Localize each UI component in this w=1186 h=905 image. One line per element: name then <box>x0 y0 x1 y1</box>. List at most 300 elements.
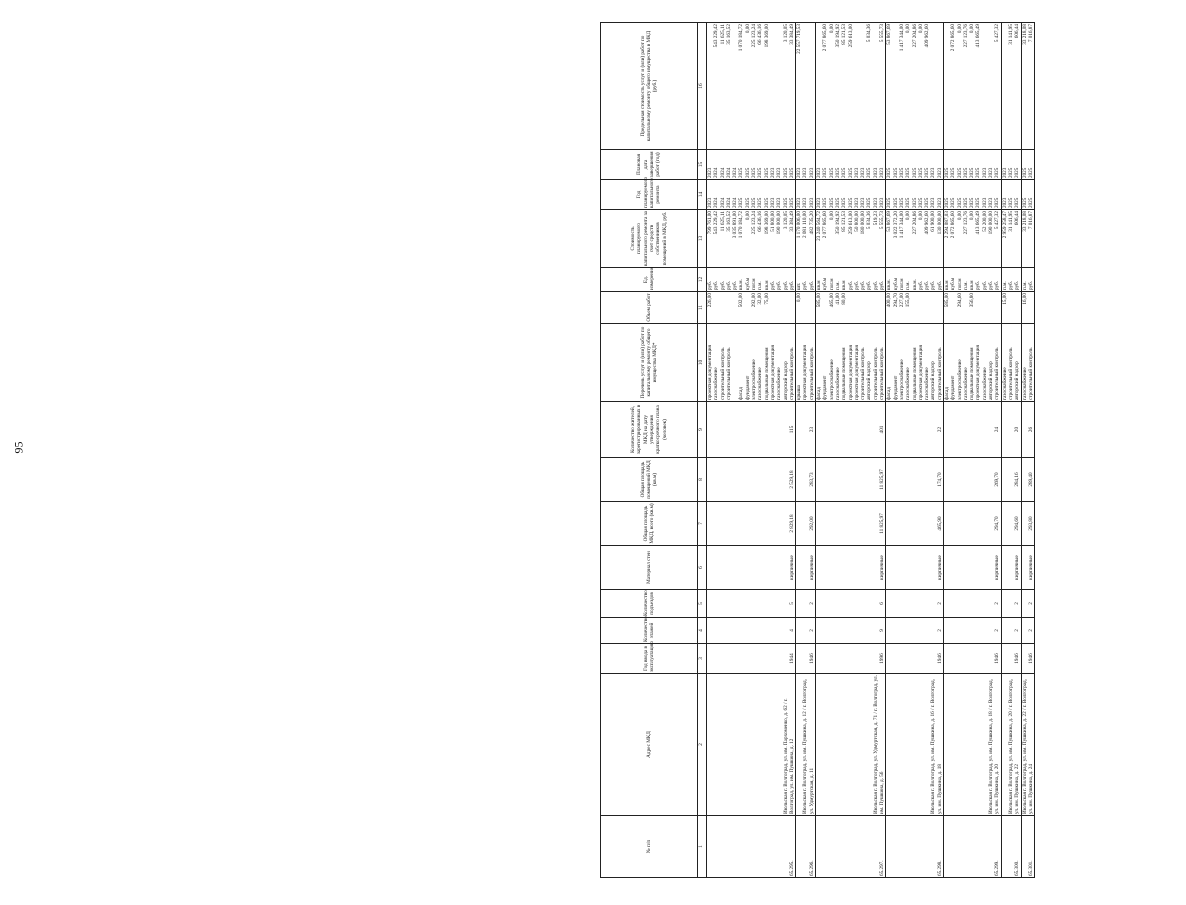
cell-line: 0,00 <box>828 211 835 221</box>
cell-address: Июльская г. Волгоград, ул. им. Пушкина, д. 18 / г. Волгоград, ул. им. Пушкина, д. 20 <box>943 674 1001 816</box>
column-header: Количество этажей <box>601 618 698 644</box>
cell-line: 5 555,73 <box>879 24 886 43</box>
cell-line: кв.м <box>943 280 950 290</box>
cell-limit <box>943 23 1001 150</box>
column-header: Объем работ <box>601 292 698 324</box>
cell-line: строительный контроль <box>1027 347 1034 400</box>
cell-line: 2023 <box>808 167 815 178</box>
cell-line: руб. <box>1007 281 1014 290</box>
cell-line: 2023 <box>769 167 776 178</box>
cell-line: электроснабжение <box>898 359 905 400</box>
capital-repair-table <box>600 22 1035 878</box>
cell-line: 2025 <box>1027 197 1034 208</box>
cell-line: 2023 <box>802 167 809 178</box>
column-header: Предельная стоимость услуг и (или) работ по капитальному ремонту общего имущества в МКД (руб.) <box>601 23 698 150</box>
cell-floors: 2 <box>886 618 944 644</box>
cell-line: 2025 <box>1014 167 1021 178</box>
cell-year: 1944 <box>707 644 796 674</box>
cell-line: 2025 <box>763 197 770 208</box>
cell-line <box>809 24 815 148</box>
column-header: Материал стен <box>601 546 698 590</box>
cell-line: авторский надзор <box>782 361 789 400</box>
cell-line: проектная документация <box>847 345 854 400</box>
cell-line: 2025 <box>763 167 770 178</box>
cell-line: 2025 <box>898 167 905 178</box>
cell-walls: кирпичные <box>1021 546 1035 590</box>
cell-line: 2025 <box>782 167 789 178</box>
column-number: 2 <box>698 674 707 816</box>
cell-line: 35 163,52 <box>725 211 732 232</box>
cell-line: руб. <box>769 281 776 290</box>
column-number-row <box>698 23 707 878</box>
cell-line: п.м. <box>962 281 969 290</box>
cell-line: газоснабжение <box>834 367 841 400</box>
cell-line: 2025 <box>994 197 1001 208</box>
cell-works <box>796 324 816 402</box>
cell-volume <box>1001 292 1021 324</box>
cell-line: 2023 <box>796 167 803 178</box>
cell-line: 35 163,52 <box>725 24 732 45</box>
cell-line: 2 072 865,60 <box>950 211 957 239</box>
cell-line: 2025 <box>911 197 918 208</box>
cell-line: 2025 <box>751 197 758 208</box>
cell-rooms-area: 11 825,97 <box>816 458 886 502</box>
column-header: Количество жителей, зарегистрированных в МКД на дату утверждения краткосрочного плана (человек) <box>601 402 698 458</box>
cell-line: 2025 <box>994 167 1001 178</box>
column-header: Ед. измерения <box>601 268 698 292</box>
header-row <box>601 23 698 878</box>
cell-line <box>879 293 885 322</box>
column-number: 10 <box>698 324 707 402</box>
cell-year: 1996 <box>816 644 886 674</box>
cell-line: 2023 <box>707 167 713 178</box>
cell-plan-year <box>943 180 1001 210</box>
table-row <box>796 23 816 878</box>
cell-line: 33 384,49 <box>788 211 795 232</box>
cell-address: Июльская г. Волгоград, ул. им. Пархоменко, д. 62 / г. Волгоград, ул. им. Пушкина, д. 12 <box>707 674 796 816</box>
cell-line: п.м. <box>757 281 764 290</box>
table-row <box>1001 23 1021 878</box>
cell-line: 2025 <box>917 197 924 208</box>
cell-walls: кирпичные <box>816 546 886 590</box>
cell-line: 2025 <box>847 167 854 178</box>
cell-line: 7 016,87 <box>1027 211 1034 230</box>
cell-line: пог.м <box>751 278 758 290</box>
cell-no: 65.300. <box>1001 816 1021 878</box>
cell-line: 409 962,60 <box>924 211 931 235</box>
cell-line: 2023 <box>769 197 776 208</box>
cell-entrances: 2 <box>796 590 816 618</box>
cell-line: крыша <box>796 385 803 400</box>
cell-line: 2023 <box>988 167 995 178</box>
cell-line: 2025 <box>738 167 745 178</box>
cell-line: 1 070 184,72 <box>738 24 745 52</box>
cell-line: фасад <box>816 387 823 400</box>
cell-units <box>816 268 886 292</box>
cell-line: 2023 <box>707 197 713 208</box>
cell-line: 0,00 <box>796 293 803 303</box>
cell-line: 2025 <box>956 167 963 178</box>
cell-line: 5 427,32 <box>994 24 1001 43</box>
cell-line: фундамент <box>822 375 829 400</box>
cell-end-year <box>816 150 886 180</box>
cell-total-area: 11 825,97 <box>816 502 886 546</box>
cell-line: 0,00 <box>828 24 835 34</box>
cell-rooms-area: 284,16 <box>1001 458 1021 502</box>
cell-line: фундамент <box>950 375 957 400</box>
cell-units <box>943 268 1001 292</box>
cell-line: 2 081 110,00 <box>802 211 809 239</box>
cell-line <box>809 293 815 322</box>
cell-line: руб. <box>788 281 795 290</box>
cell-line: руб. <box>782 281 789 290</box>
cell-cost <box>796 210 816 268</box>
cell-line: пог.м <box>956 278 963 290</box>
cell-line: 31 141,95 <box>1007 211 1014 232</box>
cell-line: 2023 <box>879 197 886 208</box>
cell-line: 2025 <box>782 197 789 208</box>
cell-no: 65.296. <box>796 816 816 878</box>
cell-entrances: 2 <box>943 590 1001 618</box>
cell-line: куб.м <box>950 277 957 290</box>
cell-line: газоснабжение <box>1001 367 1008 400</box>
cell-line: 2025 <box>822 197 829 208</box>
cell-line: 2023 <box>860 167 867 178</box>
cell-line: 2025 <box>788 197 795 208</box>
cell-year: 1946 <box>1001 644 1021 674</box>
cell-line: 22 557 719,53 <box>796 24 803 54</box>
column-number: 14 <box>698 180 707 210</box>
column-number: 7 <box>698 502 707 546</box>
cell-residents: 26 <box>1021 402 1035 458</box>
cell-line: 292,00 <box>751 293 758 308</box>
cell-line: руб. <box>1014 281 1021 290</box>
cell-line: 2025 <box>917 167 924 178</box>
cell-walls: кирпичные <box>1001 546 1021 590</box>
cell-walls: кирпичные <box>796 546 816 590</box>
cell-line: куб.м <box>822 277 829 290</box>
table-body <box>707 23 1035 878</box>
cell-line: газоснабжение <box>757 367 764 400</box>
cell-line: 350 194,92 <box>834 211 841 235</box>
cell-line: 227 123,76 <box>962 211 969 235</box>
cell-line: 2023 <box>796 197 803 208</box>
cell-units <box>707 268 796 292</box>
cell-line: 2023 <box>1001 197 1008 208</box>
cell-line: 465,00 <box>828 293 835 308</box>
cell-line: 2025 <box>841 197 848 208</box>
cell-line: 2025 <box>950 197 957 208</box>
cell-floors: 9 <box>816 618 886 644</box>
cell-line: 543 229,42 <box>713 211 720 235</box>
cell-line: 2025 <box>1007 167 1014 178</box>
cell-line: 85 121,53 <box>841 24 848 45</box>
cell-line: 2025 <box>975 167 982 178</box>
cell-line: 3 120,05 <box>782 211 789 230</box>
cell-plan-year <box>1001 180 1021 210</box>
cell-line: 0,00 <box>905 211 912 221</box>
cell-line: 2025 <box>751 167 758 178</box>
cell-line: 226,00 <box>707 293 713 308</box>
cell-line: 606,44 <box>1014 211 1021 226</box>
cell-line: 227 204,86 <box>911 24 918 48</box>
cell-line: электроснабжение <box>956 359 963 400</box>
cell-line: 2023 <box>930 197 937 208</box>
column-header: Количество подъездов <box>601 590 698 618</box>
cell-line: 2023 <box>930 167 937 178</box>
cell-no: 65.301. <box>1021 816 1035 878</box>
column-header: Стоимость планируемого капитального ремонта за счет средств собственников помещений в МКД, руб. <box>601 210 698 268</box>
cell-line: 2025 <box>898 197 905 208</box>
column-number: 1 <box>698 816 707 878</box>
cell-end-year <box>1001 150 1021 180</box>
cell-line: 198 369,00 <box>763 211 770 235</box>
cell-line: 11 625,11 <box>719 211 726 232</box>
cell-line: руб. <box>917 281 924 290</box>
cell-line: 2025 <box>866 197 873 208</box>
cell-line: 543 229,42 <box>713 24 720 48</box>
cell-line: руб. <box>725 281 732 290</box>
cell-plan-year <box>796 180 816 210</box>
cell-line: 2025 <box>1027 167 1034 178</box>
cell-address: Июльская г. Волгоград, ул. Удмуртская, д. 71 / г. Волгоград, ул. им. Пушкина, д. 56 <box>816 674 886 816</box>
cell-line: 259 613,00 <box>847 211 854 235</box>
column-number: 6 <box>698 546 707 590</box>
cell-total-area: 292,00 <box>796 502 816 546</box>
cell-line: 2023 <box>853 167 860 178</box>
cell-line: газоснабжение <box>905 367 912 400</box>
cell-residents: 23 <box>796 402 816 458</box>
cell-entrances: 5 <box>707 590 796 618</box>
cell-plan-year <box>707 180 796 210</box>
cell-units <box>1021 268 1035 292</box>
cell-residents: 20 <box>1001 402 1021 458</box>
cell-line: 294,60 <box>956 293 963 308</box>
cell-line: 5 034,36 <box>866 211 873 230</box>
cell-line: 33 218,08 <box>1021 211 1028 232</box>
cell-line: 2 077 865,60 <box>822 24 829 52</box>
column-header: Адрес МКД <box>601 674 698 816</box>
cell-line: 2025 <box>847 197 854 208</box>
cell-line <box>937 24 943 148</box>
cell-total-area: 293,80 <box>1021 502 1035 546</box>
cell-line: 2023 <box>860 197 867 208</box>
cell-line: фасад <box>886 387 893 400</box>
cell-line: руб. <box>872 281 879 290</box>
cell-line: 350 194,92 <box>834 24 841 48</box>
cell-line: строительный контроль <box>860 347 867 400</box>
cell-line: проектная документация <box>769 345 776 400</box>
cell-year: 1946 <box>1021 644 1035 674</box>
cell-line: 1 417 344,00 <box>898 211 905 239</box>
cell-line: п.м. <box>905 281 912 290</box>
cell-entrances: 2 <box>1021 590 1035 618</box>
cell-line: фасад <box>943 387 950 400</box>
cell-line: 80,00 <box>841 293 848 305</box>
cell-end-year <box>796 150 816 180</box>
cell-line: 1 417 344,00 <box>898 24 905 52</box>
cell-line: 2025 <box>757 167 764 178</box>
cell-limit <box>816 23 886 150</box>
cell-line: руб. <box>994 281 1001 290</box>
cell-line: 51 800,00 <box>769 211 776 232</box>
cell-line: 2023 <box>802 197 809 208</box>
cell-line: пог.м <box>828 278 835 290</box>
column-number: 9 <box>698 402 707 458</box>
cell-line: 2024 <box>719 197 726 208</box>
cell-line: 2025 <box>886 167 893 178</box>
cell-line: кв.м. <box>911 279 918 290</box>
cell-cost <box>886 210 944 268</box>
cell-entrances: 6 <box>816 590 886 618</box>
cell-line: 2024 <box>719 167 726 178</box>
cell-line: 2025 <box>822 167 829 178</box>
column-number: 15 <box>698 150 707 180</box>
cell-limit <box>886 23 944 150</box>
cell-line: 155,00 <box>905 293 912 308</box>
column-number: 13 <box>698 210 707 268</box>
cell-line: руб. <box>975 281 982 290</box>
cell-line: подвальные помещения <box>969 347 976 400</box>
cell-line: 606,44 <box>1014 24 1021 39</box>
cell-line: 2023 <box>936 197 943 208</box>
cell-line: 585,00 <box>943 293 950 308</box>
cell-line: авторский надзор <box>988 361 995 400</box>
cell-line: 15,00 <box>1001 293 1008 305</box>
cell-line: 5 034,36 <box>866 24 873 43</box>
cell-volume <box>943 292 1001 324</box>
cell-line: 190 000,00 <box>776 211 783 235</box>
cell-line: 2025 <box>969 167 976 178</box>
cell-line: 2025 <box>744 167 751 178</box>
cell-line: 33 218,08 <box>1021 24 1028 45</box>
cell-rooms-area: 174,70 <box>886 458 944 502</box>
cell-line: 2025 <box>1021 167 1028 178</box>
cell-line: руб. <box>930 281 937 290</box>
cell-walls: кирпичные <box>886 546 944 590</box>
cell-line: 0,00 <box>969 211 976 221</box>
cell-line: 50 800,00 <box>853 211 860 232</box>
cell-line: газоснабжение <box>981 367 988 400</box>
cell-line: 2025 <box>975 197 982 208</box>
cell-line: 2023 <box>872 197 879 208</box>
cell-line: 519,23 <box>872 211 879 226</box>
cell-total-area: 2 829,18 <box>707 502 796 546</box>
cell-address: Июльская г. Волгоград, ул. им. Пушкина, д. 16 / г. Волгоград, ул. им. Пушкина, д. 18 <box>886 674 944 816</box>
cell-line: фундамент <box>892 375 899 400</box>
cell-line: 2 294 087,03 <box>943 211 950 239</box>
cell-line: проектная документация <box>975 345 982 400</box>
cell-line: 1 070 184,72 <box>738 211 745 239</box>
cell-address: Июльская г. Волгоград, ул. им. Пушкина, д. 20 / г. Волгоград, ул. им. Пушкина, д. 22 <box>1001 674 1021 816</box>
cell-cost <box>1001 210 1021 268</box>
cell-line: руб. <box>924 281 931 290</box>
cell-line: 2025 <box>911 167 918 178</box>
cell-line: авторский надзор <box>866 361 873 400</box>
cell-end-year <box>886 150 944 180</box>
cell-line: 180 000,00 <box>860 211 867 235</box>
cell-line: фасад <box>738 387 745 400</box>
column-number: 4 <box>698 618 707 644</box>
cell-line: 2 959 258,47 <box>1001 211 1008 239</box>
cell-line: п.м. <box>1001 281 1008 290</box>
cell-line: 0,00 <box>956 24 963 34</box>
cell-line: 227 123,76 <box>962 24 969 48</box>
cell-line: 2024 <box>725 167 732 178</box>
cell-line: 0,00 <box>917 24 924 34</box>
cell-line: 2025 <box>905 197 912 208</box>
cell-line: руб. <box>732 281 739 290</box>
cell-line: 2023 <box>853 197 860 208</box>
cell-line: п.м. <box>1021 281 1028 290</box>
cell-floors: 2 <box>943 618 1001 644</box>
cell-total-area: 465,90 <box>886 502 944 546</box>
cell-year: 1946 <box>796 644 816 674</box>
cell-line: руб. <box>707 281 713 290</box>
cell-works <box>816 324 886 402</box>
cell-year: 1946 <box>886 644 944 674</box>
cell-line: 3 022 372,20 <box>892 211 899 239</box>
column-header: № п/п <box>601 816 698 878</box>
cell-line: 2025 <box>834 167 841 178</box>
cell-line: строительный контроль <box>725 347 732 400</box>
cell-line: газоснабжение <box>776 367 783 400</box>
cell-line: 2023 <box>776 167 783 178</box>
column-number: 8 <box>698 458 707 502</box>
cell-line: строительный контроль <box>808 347 815 400</box>
cell-line: 2025 <box>1014 197 1021 208</box>
cell-line: 2025 <box>924 167 931 178</box>
cell-total-area: 294,60 <box>1001 502 1021 546</box>
cell-address: Июльская г. Волгоград, ул. им. Пушкина, д. 12 / г. Волгоград, ул. Удмуртская, д. 11 <box>796 674 816 816</box>
cell-line: 3 120,05 <box>782 24 789 43</box>
cell-line: 2023 <box>936 167 943 178</box>
cell-rooms-area: 289,40 <box>1021 458 1035 502</box>
cell-line: руб. <box>1027 281 1034 290</box>
cell-line: 227,00 <box>898 293 905 308</box>
cell-line: авторский надзор <box>930 361 937 400</box>
cell-line: 2023 <box>981 167 988 178</box>
cell-line: 31 141,95 <box>1007 24 1014 45</box>
cell-line: 2024 <box>732 197 739 208</box>
cell-line: газоснабжение <box>713 367 720 400</box>
cell-line: кв.м. <box>738 279 745 290</box>
cell-line: 2025 <box>886 197 893 208</box>
cell-address: Июльская г. Волгоград, ул. им. Пушкина, д. 22 / г. Волгоград, ул. им. Пушкина, д. 24 <box>1021 674 1035 816</box>
cell-line: 2025 <box>841 167 848 178</box>
cell-plan-year <box>886 180 944 210</box>
cell-line: куб.м <box>892 277 899 290</box>
cell-line: 409 962,60 <box>924 24 931 48</box>
cell-line <box>789 293 795 322</box>
cell-line: 400,00 <box>886 293 893 308</box>
cell-line: пог.м <box>898 278 905 290</box>
cell-residents: 115 <box>707 402 796 458</box>
table-row <box>816 23 886 878</box>
cell-end-year <box>943 150 1001 180</box>
cell-line: 1 170 006,00 <box>796 211 803 239</box>
cell-line <box>1028 293 1034 322</box>
cell-volume <box>707 292 796 324</box>
cell-cost <box>707 210 796 268</box>
cell-line: 2 077 865,60 <box>822 211 829 239</box>
cell-line: 225 123,24 <box>751 24 758 48</box>
cell-rooms-area: 269,70 <box>943 458 1001 502</box>
cell-volume <box>886 292 944 324</box>
cell-line: строительный контроль <box>936 347 943 400</box>
table-row <box>707 23 796 878</box>
cell-line: 0,00 <box>744 24 751 34</box>
